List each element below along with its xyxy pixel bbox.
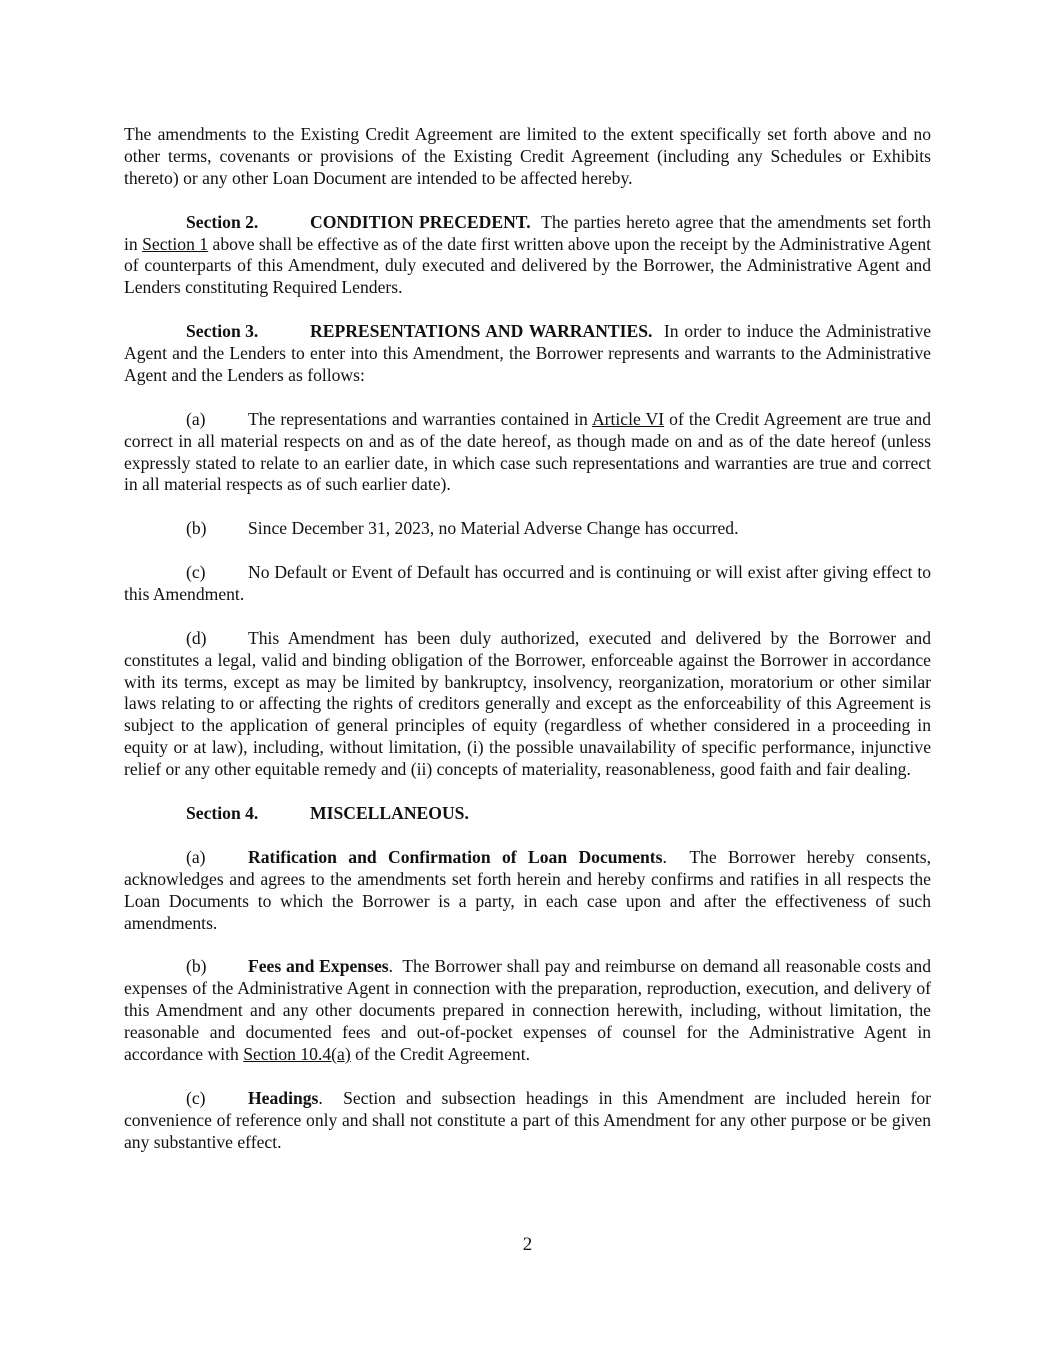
section-3-paragraph [124,321,931,387]
section-3b-text: Since December 31, 2023, no Material Adverse Change has occurred. [248,518,739,539]
section-4a-paragraph: (a) Ratification and Confirmation of Loan Documents. The Borrower hereby consents, acknowledges and agrees to the amendments set forth herein and hereby confirms and ratifies in all respects the Loan Documents to which the Borrower is a party, in each case upon and after the effectiveness of such amendments. [124,846,931,933]
section-4c-text: Section and subsection headings in this Amendment are included herein for convenience of reference only and shall not constitute a part of this Amendment for any other purpose or be given any substantive effect. [124,1087,931,1152]
section-4a-text: The Borrower hereby consents, acknowledges and agrees to the amendments set forth herein and hereby confirms and ratifies in all respects the Loan Documents to which the Borrower is a party, in each case upon and after the effectiveness of such amendments. [124,846,931,933]
section-4b-paragraph: (b) Fees and Expenses. The Borrower shall pay and reimburse on demand all reasonable costs and expenses of the Administrative Agent in connection with the preparation, reproduction, execution, and delivery of this Amendment and any other documents prepared in connection herewith, including, without limitation, the reasonable and documented fees and out-of-pocket expenses of counsel for the Administrative Agent in accordance with Section 10.4(a) of the Credit Agreement. [124,956,931,1064]
section-3d-text: This Amendment has been duly authorized, executed and delivered by the Borrower and constitutes a legal, valid and binding obligation of the Borrower, enforceable against the Borrower in accordance with its terms, except as may be limited by bankruptcy, insolvency, reorganization, moratorium or other similar laws relating to or affecting the rights of creditors generally and except as the enforceability of this Agreement is subject to the application of general principles of equity (regardless of whether considered in a proceeding in equity or at law), including, without limitation, (i) the possible unavailability of specific performance, injunctive relief or any other equitable remedy and (ii) concepts of materiality, reasonableness, good faith and fair dealing. [124,627,931,780]
section-3b-paragraph [124,518,931,540]
section-3a-text-after: of the Credit Agreement are true and correct in all material respects on and as of the date hereof, as though made on and as of the date hereof (unless expressly stated to relate to an earlier date, in which case such representations and warranties are true and correct in all material respects as of such earlier date). [124,408,932,495]
section-3a-paragraph [124,409,931,497]
section-4-title: MISCELLANEOUS. [310,802,469,823]
section-4b-title: Fees and Expenses [248,956,389,977]
section-3d-label: (d) [186,627,207,648]
section-3a-text-before: The representations and warranties contained in [248,408,588,429]
section-3-text: In order to induce the Administrative Agent and the Lenders to enter into this Amendment, the Borrower represents and warrants to the Administrative Agent and the Lenders as follows: [124,321,932,385]
section-4c-label: (c) [186,1087,206,1108]
section-3a-label: (a) [186,408,206,429]
page-number: 2 [522,1234,533,1255]
section-4b-text-before: The Borrower shall pay and reimburse on demand all reasonable costs and expenses of the Administrative Agent in connection with the preparation, reproduction, execution, and delivery of this Amendment and any other documents prepared in connection herewith, including, without limitation, the reasonable and documented fees and out-of-pocket expenses of counsel for the Administrative Agent in accordance with [124,956,931,1064]
intro-text: The amendments to the Existing Credit Agreement are limited to the extent specifically set forth above and no other terms, covenants or provisions of the Existing Credit Agreement (including any Schedules or Exhibits thereto) or any other Loan Document are intended to be affected hereby. [124,124,931,188]
section-10-4a-reference[interactable]: Section 10.4(a) [243,1043,351,1064]
section-4c-title: Headings [248,1087,319,1108]
document-page [124,124,931,1175]
section-2-text-before: The parties hereto agree that the amendments set forth in [124,211,931,254]
section-3b-label: (b) [186,518,207,539]
section-2-text-after: above shall be effective as of the date first written above upon the receipt by the Administrative Agent of counterparts of this Amendment, duly executed and delivered by the Borrower, the Administrative Agent and Lenders constituting Required Lenders. [124,233,932,298]
section-4a-label: (a) [186,846,206,867]
article-vi-reference[interactable]: Article VI [591,408,665,429]
section-2-paragraph [124,212,931,300]
section-1-reference[interactable]: Section 1 [142,233,209,254]
intro-paragraph [124,124,931,190]
section-3d-paragraph [124,628,931,781]
section-3c-label: (c) [186,562,206,583]
section-4c-paragraph: (c) Headings. Section and subsection headings in this Amendment are included herein for convenience of reference only and shall not constitute a part of this Amendment for any other purpose or be given any substantive effect. [124,1087,931,1152]
section-4a-title: Ratification and Confirmation of Loan Documents [248,846,663,867]
section-3c-text: No Default or Event of Default has occurred and is continuing or will exist after giving effect to this Amendment. [124,562,931,604]
section-4-heading [186,803,931,825]
section-4b-label: (b) [186,956,207,977]
section-2-title: CONDITION PRECEDENT. [310,211,531,232]
section-3-label: Section 3. [186,321,259,342]
section-3c-paragraph [124,562,931,606]
section-4-label: Section 4. [186,802,259,823]
section-4b-text-after: of the Credit Agreement. [355,1043,531,1064]
section-3-title: REPRESENTATIONS AND WARRANTIES. [310,321,653,342]
section-2-label: Section 2. [186,211,259,232]
